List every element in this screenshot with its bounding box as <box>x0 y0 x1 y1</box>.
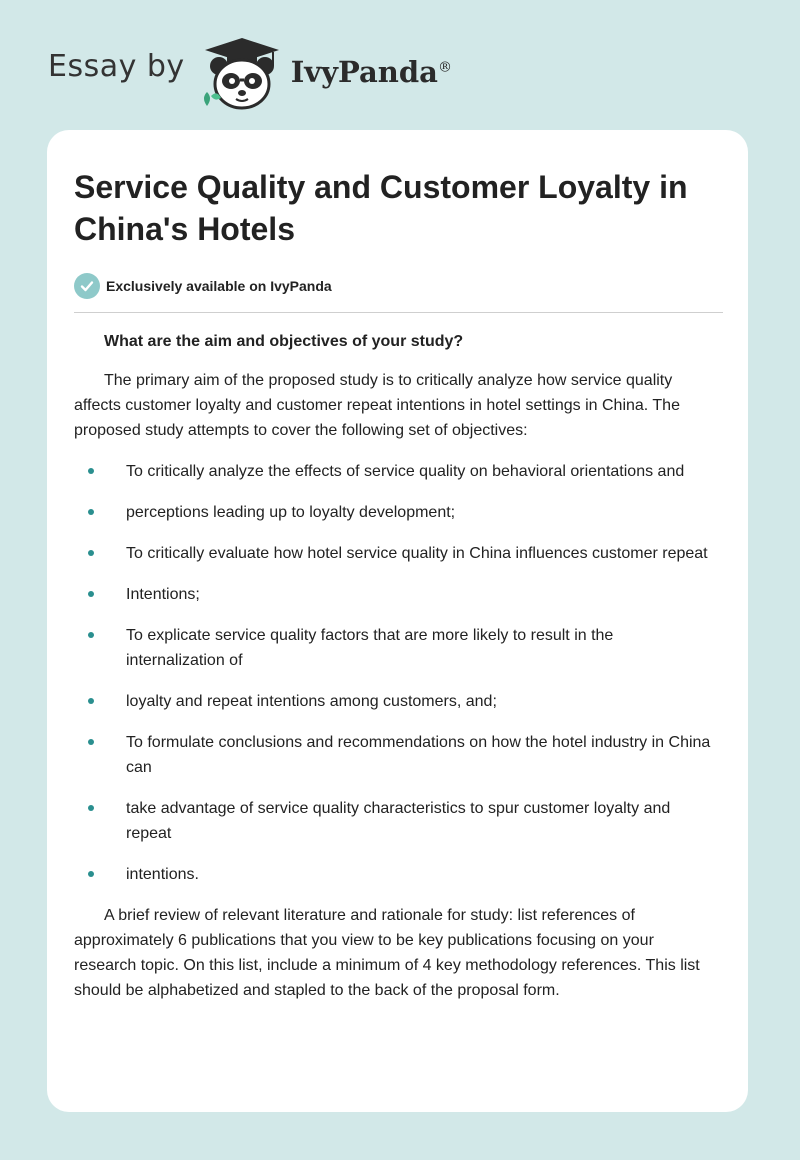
literature-paragraph: A brief review of relevant literature and rationale for study: list references of approximately 6 publications that you view to be key publications focusing on your research topic. On this list, include a minimum of 4 key methodology references. This list should be alphabetized and stapled to the back of the proposal form. <box>74 907 700 999</box>
section-question: What are the aim and objectives of your study? <box>104 333 464 350</box>
bullet-icon <box>88 871 94 877</box>
bullet-icon <box>88 509 94 515</box>
essay-body <box>74 329 722 1003</box>
bullet-icon <box>88 550 94 556</box>
essay-card <box>47 130 748 1112</box>
check-icon <box>74 273 100 299</box>
list-item <box>74 730 716 780</box>
bullet-icon <box>88 632 94 638</box>
list-item-text: Intentions; <box>126 586 200 603</box>
list-item-text: To explicate service quality factors that are more likely to result in the internalization of <box>126 627 614 669</box>
list-item-text: To critically analyze the effects of service quality on behavioral orientations and <box>126 463 685 480</box>
registered-mark: ® <box>437 59 452 76</box>
bullet-icon <box>88 698 94 704</box>
list-item-text: To formulate conclusions and recommendations on how the hotel industry in China can <box>126 734 711 776</box>
list-item-text: intentions. <box>126 866 199 883</box>
list-item <box>74 459 716 484</box>
bullet-icon <box>88 468 94 474</box>
objectives-list <box>74 459 722 887</box>
list-item <box>74 689 716 714</box>
list-item-text: To critically evaluate how hotel service quality in China influences customer repeat <box>126 545 708 562</box>
brand-text: IvyPanda <box>290 55 438 89</box>
list-item <box>74 862 716 887</box>
list-item <box>74 500 716 525</box>
site-header <box>48 34 452 114</box>
list-item <box>74 582 716 607</box>
divider <box>74 312 723 313</box>
bullet-icon <box>88 805 94 811</box>
list-item-text: perceptions leading up to loyalty development; <box>126 504 456 521</box>
list-item <box>74 623 716 673</box>
list-item <box>74 796 716 846</box>
intro-paragraph: The primary aim of the proposed study is to critically analyze how service quality affects customer loyalty and customer repeat intentions in hotel settings in China. The proposed study attempts to cover the following set of objectives: <box>74 372 680 439</box>
bullet-icon <box>88 739 94 745</box>
exclusive-badge <box>74 272 722 300</box>
list-item <box>74 541 716 566</box>
panda-graduate-icon <box>199 36 285 112</box>
bullet-icon <box>88 591 94 597</box>
page-title: Service Quality and Customer Loyalty in China's Hotels <box>74 169 688 247</box>
list-item-text: loyalty and repeat intentions among customers, and; <box>126 693 497 710</box>
essay-by-label: Essay by <box>48 48 185 84</box>
brand-name <box>291 55 452 89</box>
exclusive-label: Exclusively available on IvyPanda <box>106 278 332 294</box>
list-item-text: take advantage of service quality characteristics to spur customer loyalty and repeat <box>126 800 671 842</box>
